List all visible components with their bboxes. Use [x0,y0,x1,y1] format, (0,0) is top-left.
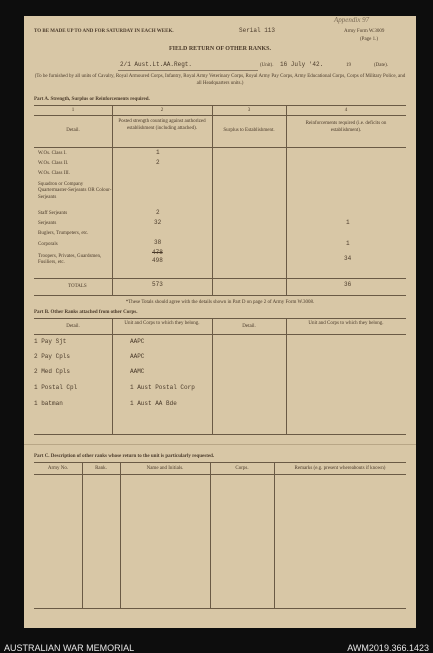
distribution-instruction: (To be furnished by all units of Cavalry, Royal Armoured Corps, Infantry, Royal Army Veterinary Corps, Royal Army Pay Corps, Army Educational Corps, Corps of Military Police, and all Headquarters units.) [34,74,406,86]
part-b-title: Part B. Other Ranks attached from other Corps. [34,310,138,315]
row-posted-ssgt: 2 [156,209,160,216]
part-c-header-army-no: Army No. [47,466,69,471]
row-posted-wo1: 1 [156,149,160,156]
attached-unit-5: 1 Aust AA Bde [130,400,177,407]
row-detail-sgt: Serjeants [38,221,57,226]
col-header-posted: Posted strength counting against authorized establishment (including attached). [118,119,206,131]
row-posted-privates-struck: 478 [152,249,163,256]
attached-unit-3: AAMC [130,368,145,375]
pencil-annotation: Appendix 97 [334,16,370,24]
row-detail-buglers: Buglers, Trumpeters, etc. [38,231,89,236]
total-reinforcements: 36 [344,281,352,288]
attached-detail-1: 1 Pay Sjt [34,338,67,345]
unit-label: (Unit). [260,63,274,68]
col-header-reinforcements: Reinforcements required (i.e. deficits on establishment). [305,121,387,133]
form-title: FIELD RETURN OF OTHER RANKS. [169,46,271,52]
row-posted-privates: 498 [152,257,163,264]
part-c-header-rank: Rank. [95,466,107,471]
part-c-header-corps: Corps. [235,466,249,471]
attached-unit-4: 1 Aust Postal Corp [130,384,195,391]
part-c-header-remarks: Remarks (e.g. present whereabouts if known) [294,466,386,471]
part-b-header-detail-right: Detail. [242,324,256,329]
attached-detail-4: 1 Postal Cpl [34,384,78,391]
row-detail-privates: Troopers, Privates, Guardsmen, Fusiliers, etc. [38,254,102,266]
row-detail-wo3: W.Os. Class III. [38,171,70,176]
archive-accession-number: AWM2019.366.1423 [347,643,429,653]
row-reinf-sgt: 1 [346,219,350,226]
col-number-1: 1 [71,108,75,113]
attached-detail-5: 1 batman [34,400,63,407]
part-c-header-name: Name and Initials. [146,466,184,471]
serial-number: Serial 113 [239,27,276,34]
row-detail-wo2: W.Os. Class II. [38,161,69,166]
col-header-detail: Detail. [66,128,80,133]
attached-unit-2: AAPC [130,353,145,360]
form-id: Army Form W.3009 [344,29,385,34]
attached-unit-1: AAPC [130,338,145,345]
row-reinf-cpl: 1 [346,240,350,247]
part-b-header-detail-left: Detail. [66,324,80,329]
attached-detail-3: 2 Med Cpls [34,368,71,375]
archive-caption: AUSTRALIAN WAR MEMORIAL [4,643,135,653]
row-detail-wo1: W.Os. Class I. [38,151,67,156]
date-label: (Date). [374,63,389,68]
row-detail-cqms: Squadron or Company Quartermaster-Serjeants OR Colour-Serjeants [38,182,112,200]
col-number-2: 2 [160,108,164,113]
part-b-header-unit-right: Unit and Corps to which they belong. [308,321,384,326]
col-number-3: 3 [247,108,251,113]
row-reinf-privates: 34 [344,255,352,262]
return-date: 16 July '42. [280,61,324,68]
part-a-title: Part A. Strength, Surplus or Reinforcements required. [34,97,150,102]
totals-label: TOTALS [68,284,87,289]
page-number: (Page 1.) [360,37,379,42]
col-number-4: 4 [344,108,348,113]
submission-instruction: TO BE MADE UP TO AND FOR SATURDAY IN EACH WEEK. [34,29,174,34]
row-posted-sgt: 32 [154,219,162,226]
row-posted-cpl: 38 [154,239,162,246]
year-prefix: 19 [346,63,351,68]
document-page [24,16,416,628]
row-detail-cpl: Corporals [38,242,58,247]
row-detail-ssgt: Staff Serjeants [38,211,68,216]
attached-detail-2: 2 Pay Cpls [34,353,71,360]
total-posted: 573 [152,281,163,288]
row-posted-wo2: 2 [156,159,160,166]
unit-name: 2/1 Aust.Lt.AA.Regt. [120,61,193,68]
part-c-title: Part C. Description of other ranks whose return to the unit is particularly requested. [34,454,215,459]
col-header-surplus: Surplus to Establishment. [223,128,275,133]
part-b-header-unit-left: Unit and Corps to which they belong. [124,321,200,326]
part-a-footnote: *These Totals should agree with the details shown in Part D on page 2 of Army Form W.3008. [125,300,315,305]
